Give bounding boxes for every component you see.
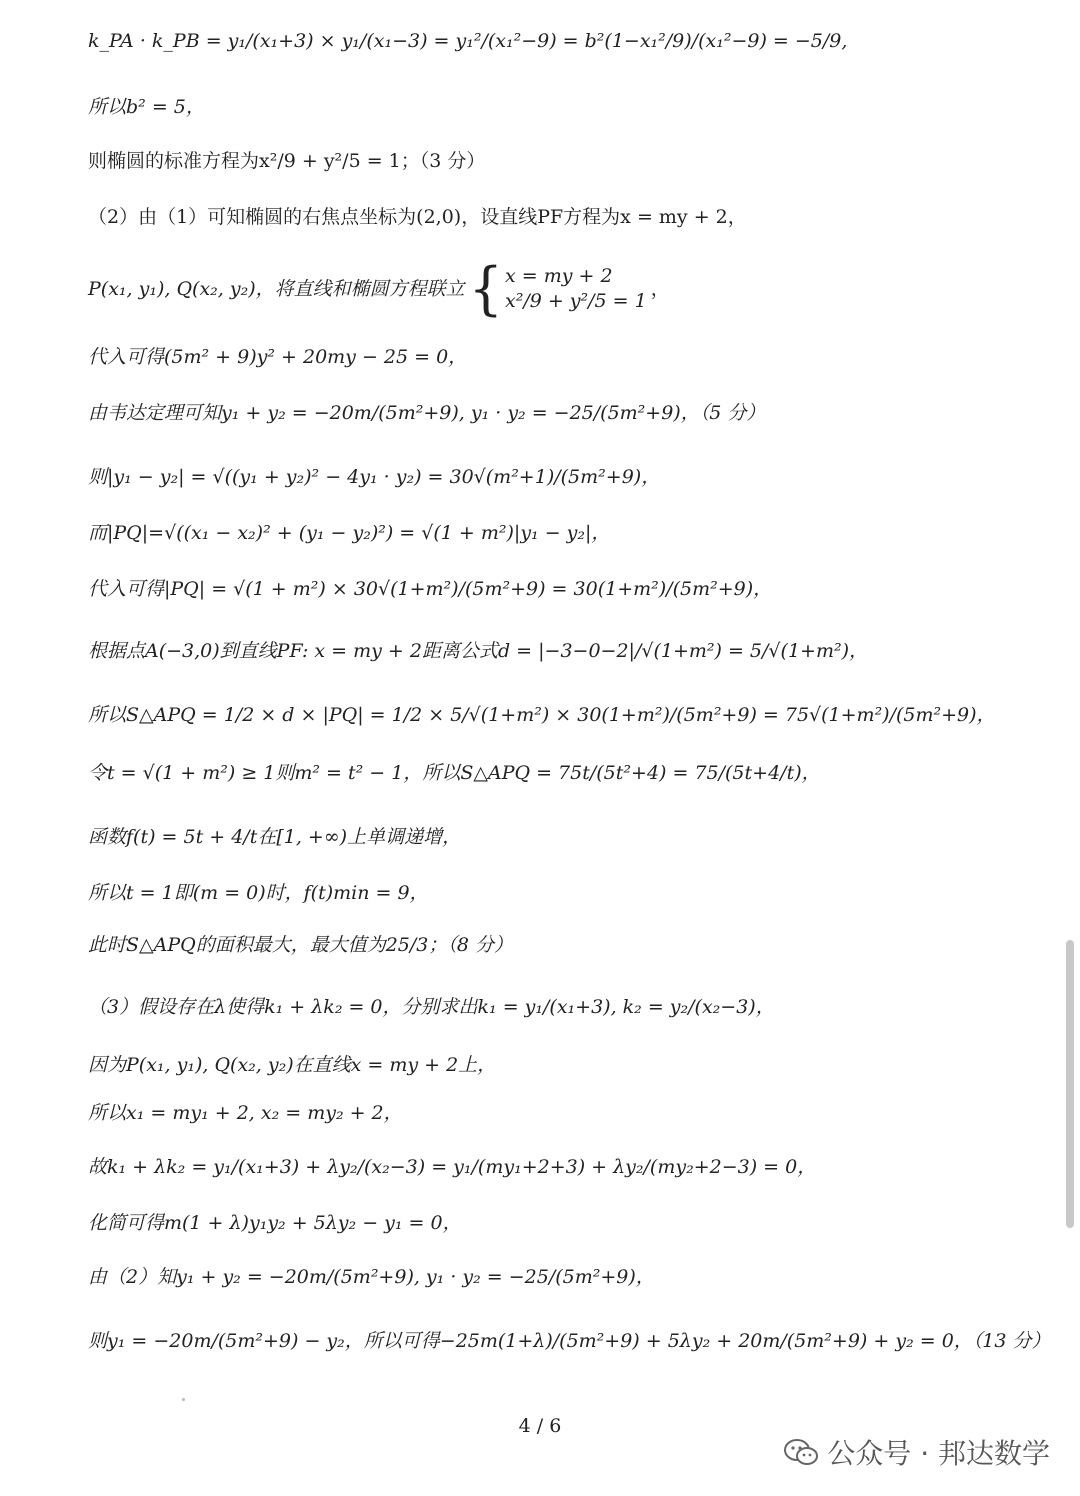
- system-tail: ，: [650, 277, 670, 300]
- solution-line-7: 由韦达定理可知y₁ + y₂ = −20m/(5m²+9), y₁ · y₂ = −25/(5m²+9)，（5 分）: [88, 402, 766, 424]
- solution-line-19: 所以x₁ = my₁ + 2, x₂ = my₂ + 2，: [88, 1102, 403, 1124]
- solution-line-2: 所以b² = 5，: [88, 96, 205, 118]
- solution-line-21: 化简可得m(1 + λ)y₁y₂ + 5λy₂ − y₁ = 0，: [88, 1212, 462, 1234]
- solution-line-11: 根据点A(−3,0)到直线PF: x = my + 2距离公式d = |−3−0−2|/√(1+m²) = 5/√(1+m²)，: [88, 640, 868, 662]
- system-row-2: x²/9 + y²/5 = 1: [504, 290, 647, 312]
- solution-line-6: 代入可得(5m² + 9)y² + 20my − 25 = 0，: [88, 346, 468, 368]
- solution-line-8: 则|y₁ − y₂| = √((y₁ + y₂)² − 4y₁ · y₂) = 30√(m²+1)/(5m²+9)，: [88, 466, 661, 488]
- equation-system: { x = my + 2 x²/9 + y²/5 = 1: [468, 255, 647, 322]
- solution-line-5: P(x₁, y₁), Q(x₂, y₂)，将直线和椭圆方程联立 { x = my + 2 x²/9 + y²/5 = 1 ，: [88, 255, 670, 322]
- watermark-text: 公众号 · 邦达数学: [827, 1437, 1050, 1470]
- solution-line-13: 令t = √(1 + m²) ≥ 1则m² = t² − 1，所以S△APQ = 75t/(5t²+4) = 75/(5t+4/t)，: [88, 762, 821, 784]
- solution-line-3: 则椭圆的标准方程为x²/9 + y²/5 = 1；（3 分）: [88, 150, 486, 172]
- solution-line-23: 则y₁ = −20m/(5m²+9) − y₂，所以可得−25m(1+λ)/(5m²+9) + 5λy₂ + 20m/(5m²+9) + y₂ = 0，（13 分）: [88, 1330, 1051, 1352]
- solution-line-18: 因为P(x₁, y₁), Q(x₂, y₂)在直线x = my + 2上，: [88, 1054, 497, 1076]
- solution-line-14: 函数f(t) = 5t + 4/t在[1, +∞)上单调递增，: [88, 826, 462, 848]
- page-number: 4 / 6: [518, 1415, 562, 1437]
- solution-line-10: 代入可得|PQ| = √(1 + m²) × 30√(1+m²)/(5m²+9) = 30(1+m²)/(5m²+9)，: [88, 578, 773, 600]
- stray-dot: [182, 1398, 185, 1401]
- solution-line-22: 由（2）知y₁ + y₂ = −20m/(5m²+9), y₁ · y₂ = −25/(5m²+9)，: [88, 1266, 655, 1288]
- solution-line-16: 此时S△APQ的面积最大，最大值为25/3；（8 分）: [88, 934, 514, 956]
- scrollbar[interactable]: [1066, 940, 1074, 1228]
- system-row-1: x = my + 2: [504, 265, 613, 288]
- solution-line-15: 所以t = 1即(m = 0)时，f(t)min = 9，: [88, 882, 429, 904]
- solution-line-9: 而|PQ|=√((x₁ − x₂)² + (y₁ − y₂)²) = √(1 + m²)|y₁ − y₂|，: [88, 522, 611, 544]
- solution-line-20: 故k₁ + λk₂ = y₁/(x₁+3) + λy₂/(x₂−3) = y₁/(my₁+2+3) + λy₂/(my₂+2−3) = 0，: [88, 1156, 817, 1178]
- solution-line-1: k_PA · k_PB = y₁/(x₁+3) × y₁/(x₁−3) = y₁²/(x₁²−9) = b²(1−x₁²/9)/(x₁²−9) = −5/9,: [88, 30, 848, 52]
- solution-line-4: （2）由（1）可知椭圆的右焦点坐标为(2,0)，设直线PF方程为x = my + 2，: [88, 206, 747, 228]
- solution-line-17: （3）假设存在λ使得k₁ + λk₂ = 0，分别求出k₁ = y₁/(x₁+3), k₂ = y₂/(x₂−3)，: [88, 996, 775, 1018]
- solution-line-12: 所以S△APQ = 1/2 × d × |PQ| = 1/2 × 5/√(1+m²) × 30(1+m²)/(5m²+9) = 75√(1+m²)/(5m²+9)，: [88, 704, 996, 726]
- watermark: [783, 1432, 1050, 1472]
- wechat-icon: [783, 1438, 819, 1466]
